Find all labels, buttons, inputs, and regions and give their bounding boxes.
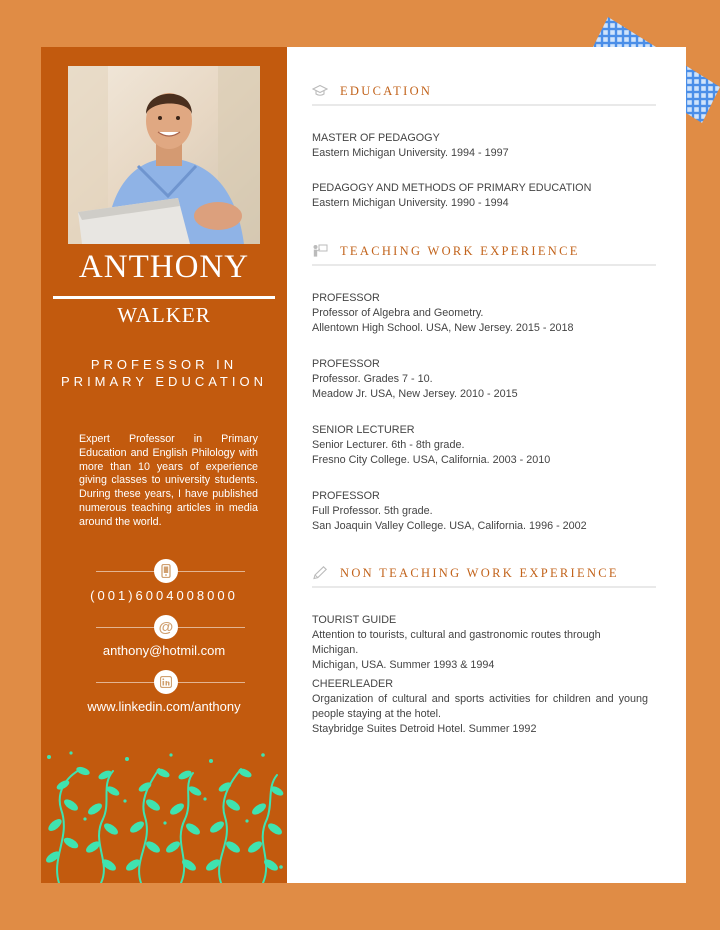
education-entry (312, 131, 648, 161)
entry-detail: Staybridge Suites Detroid Hotel. Summer 1992 (312, 723, 537, 735)
entry-role: CHEERLEADER (312, 678, 393, 690)
name-divider (53, 296, 275, 299)
entry-role: PROFESSOR (312, 292, 380, 304)
teaching-entry (312, 423, 648, 468)
teaching-entry (312, 489, 648, 534)
pencil-icon (312, 566, 328, 580)
entry-detail: San Joaquin Valley College. USA, California. 1996 - 2002 (312, 520, 587, 532)
entry-detail: Allentown High School. USA, New Jersey. 2015 - 2018 (312, 322, 574, 334)
entry-detail: Michigan, USA. Summer 1993 & 1994 (312, 659, 495, 671)
first-name: ANTHONY (78, 249, 250, 285)
entry-role: PEDAGOGY AND METHODS OF PRIMARY EDUCATION (312, 182, 592, 194)
entry-role: MASTER OF PEDAGOGY (312, 132, 440, 144)
last-name: WALKER (117, 303, 211, 327)
entry-role: PROFESSOR (312, 358, 380, 370)
section-divider (312, 264, 656, 266)
nonteaching-entry (312, 677, 648, 737)
linkedin-icon (154, 670, 178, 694)
entry-detail: Professor of Algebra and Geometry. (312, 307, 484, 319)
leaves-decoration (41, 747, 287, 883)
at-icon: @ (154, 615, 178, 639)
entry-detail: Eastern Michigan University. 1990 - 1994 (312, 197, 509, 209)
entry-role: TOURIST GUIDE (312, 614, 397, 626)
job-title: PROFESSOR IN PRIMARY EDUCATION (61, 357, 267, 389)
nonteaching-entry (312, 613, 648, 673)
entry-detail: Professor. Grades 7 - 10. (312, 373, 433, 385)
entry-detail: Eastern Michigan University. 1994 - 1997 (312, 147, 509, 159)
entry-detail: Senior Lecturer. 6th - 8th grade. (312, 439, 465, 451)
section-title: NON TEACHING WORK EXPERIENCE (340, 566, 619, 580)
entry-role: SENIOR LECTURER (312, 424, 415, 436)
profile-photo (68, 66, 260, 244)
entry-role: PROFESSOR (312, 490, 380, 502)
phone-icon (154, 559, 178, 583)
sidebar (41, 47, 287, 883)
education-entry (312, 181, 648, 211)
entry-detail: Organization of cultural and sports activities for children and young people staying at the hotel. (312, 693, 648, 720)
graduation-cap-icon (312, 84, 328, 98)
section-title: EDUCATION (340, 84, 433, 98)
teacher-icon (312, 244, 328, 258)
entry-detail: Attention to tourists, cultural and gastronomic routes through Michigan. (312, 629, 601, 656)
email-link[interactable]: anthony@hotmil.com (102, 643, 226, 658)
section-divider (312, 586, 656, 588)
section-title: TEACHING WORK EXPERIENCE (340, 244, 580, 258)
entry-detail: Fresno City College. USA, California. 2003 - 2010 (312, 454, 551, 466)
entry-detail: Meadow Jr. USA, New Jersey. 2010 - 2015 (312, 388, 518, 400)
linkedin-link[interactable]: www.linkedin.com/anthony (87, 699, 241, 714)
teaching-entry (312, 357, 648, 402)
teaching-entry (312, 291, 648, 336)
phone-number: (001)6004008000 (90, 588, 238, 603)
section-divider (312, 104, 656, 106)
entry-detail: Full Professor. 5th grade. (312, 505, 433, 517)
profile-summary: Expert Professor in Primary Education and English Philology with more than 10 years of experience giving classes to university students. During these years, I have published numerous teaching articles in media around the world. (79, 433, 258, 528)
